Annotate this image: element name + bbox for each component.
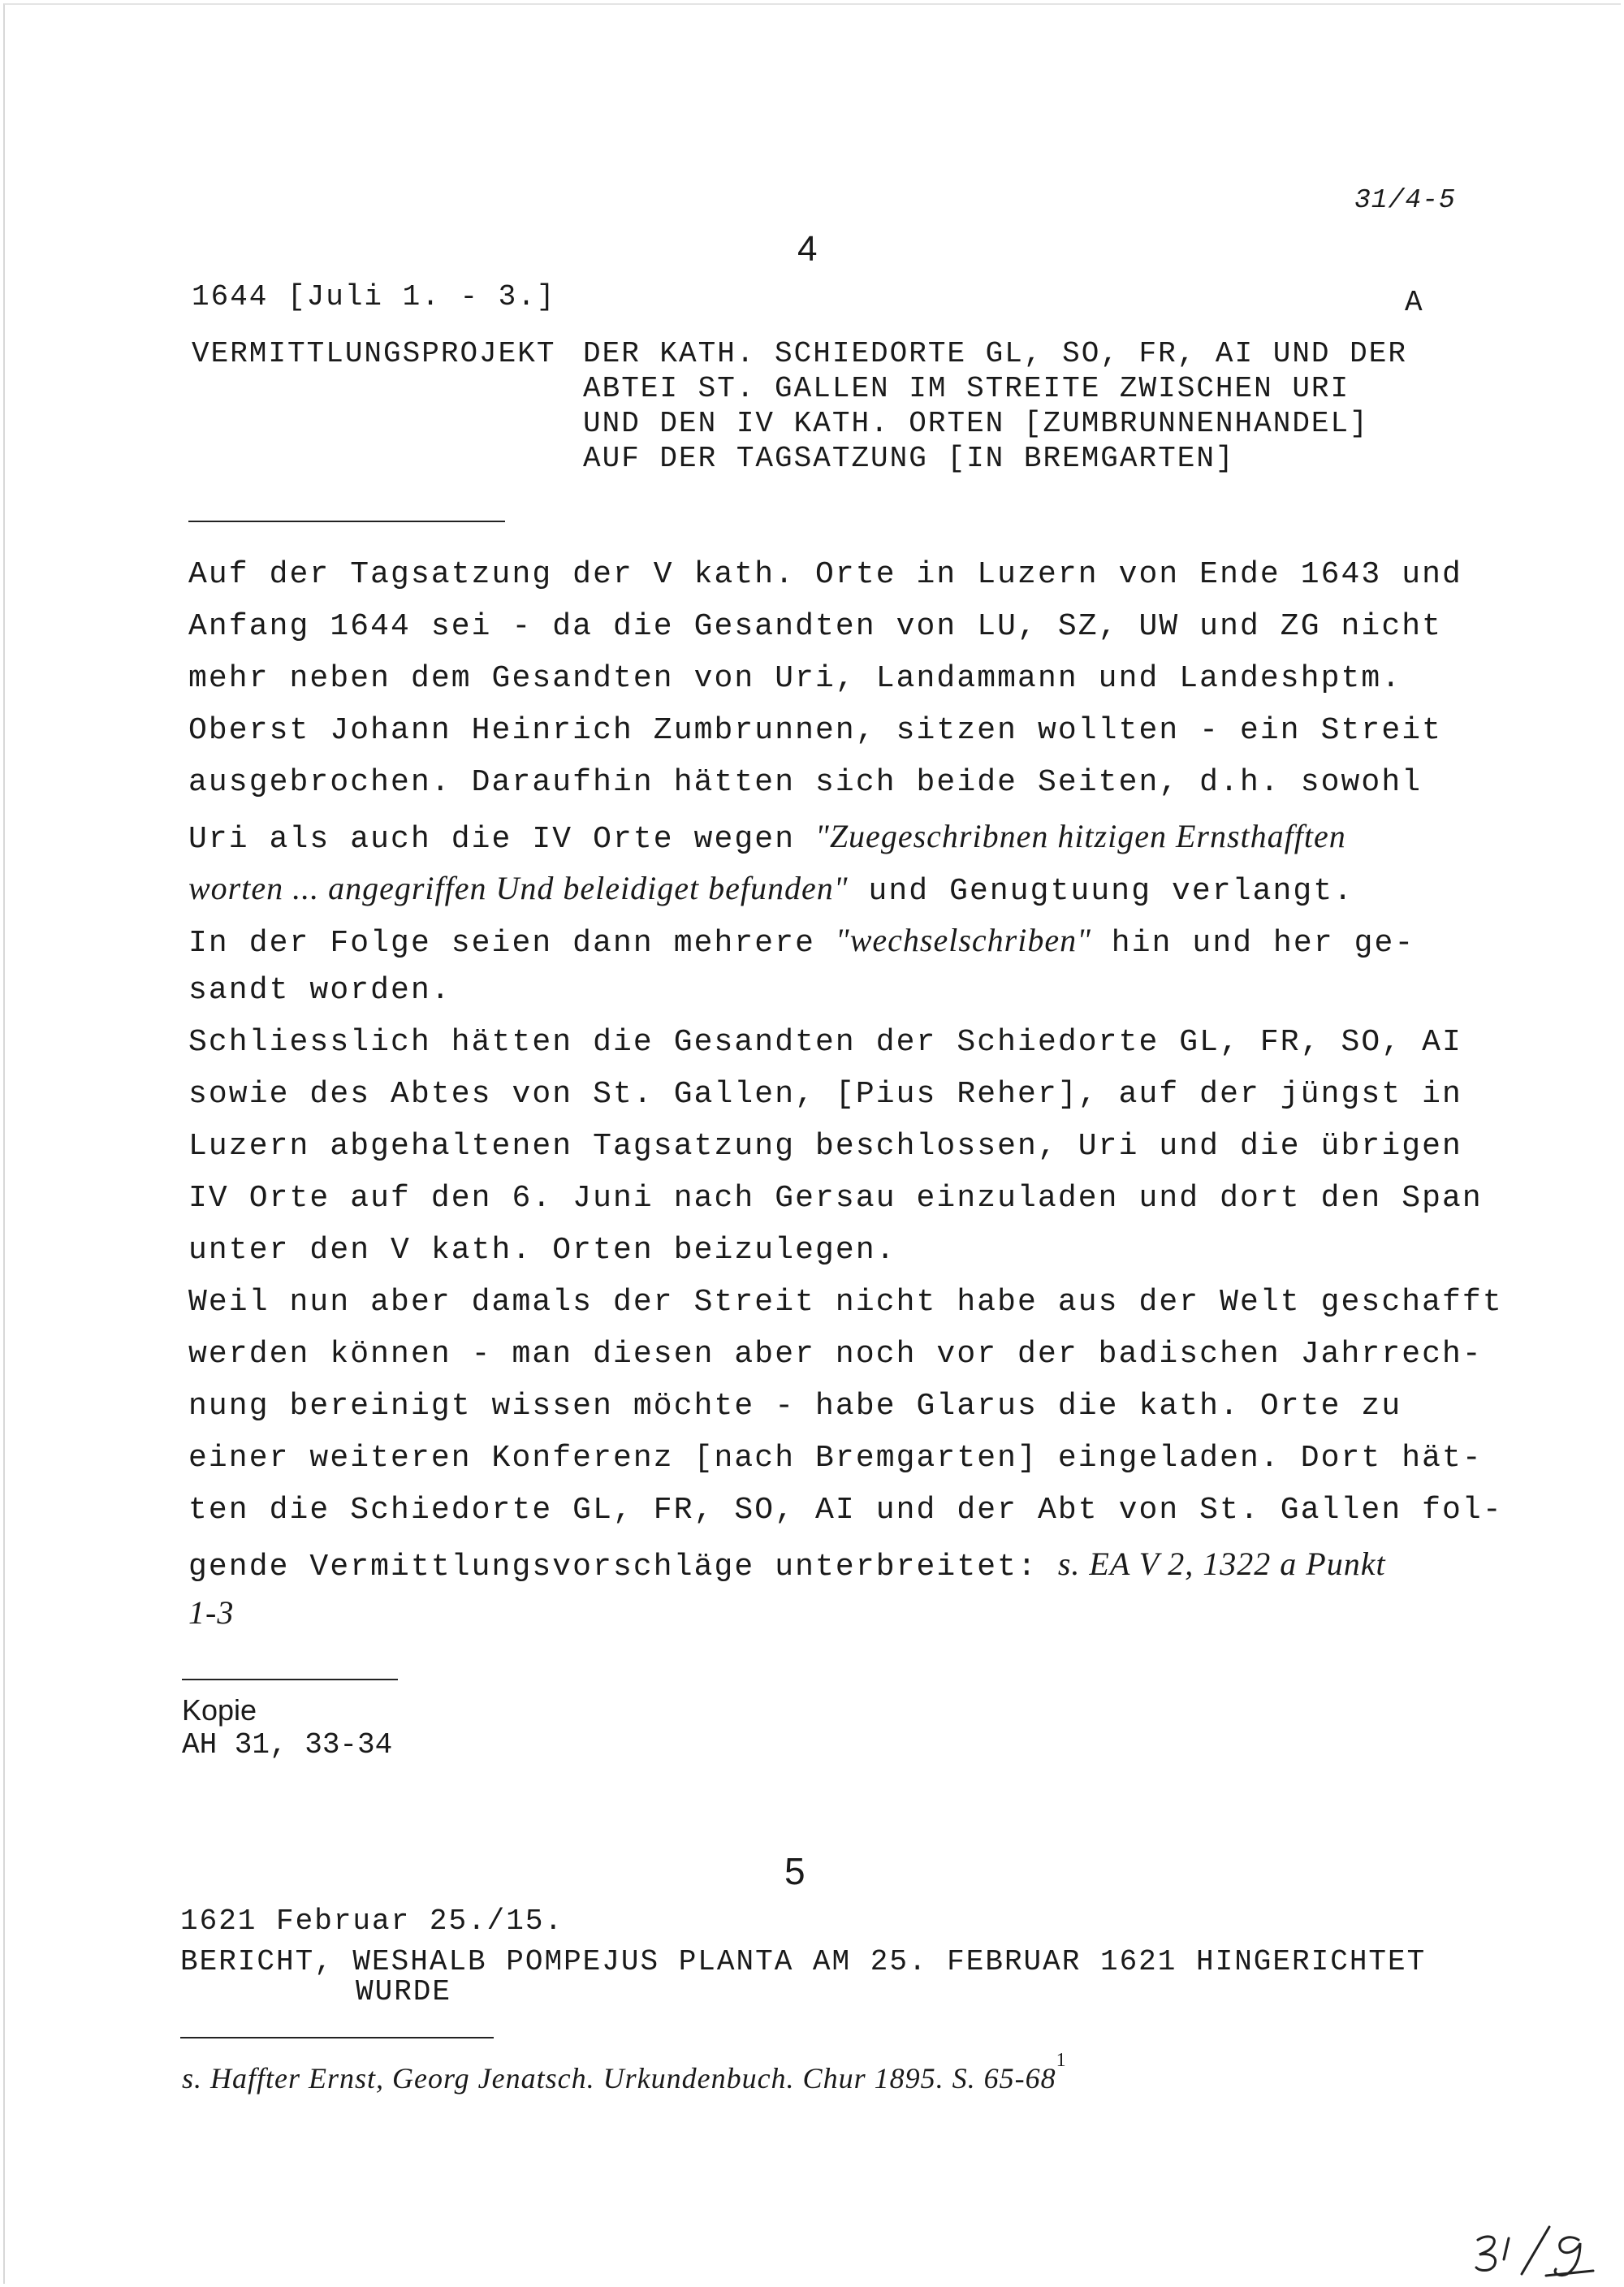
title-line-4: AUF DER TAGSATZUNG [IN BREMGARTEN]	[583, 442, 1235, 475]
body-line: ten die Schiedorte GL, FR, SO, AI und der Abt von St. Gallen fol-	[188, 1493, 1503, 1528]
body-line: Oberst Johann Heinrich Zumbrunnen, sitzen wollten - ein Streit	[188, 713, 1443, 748]
body-line: IV Orte auf den 6. Juni nach Gersau einzuladen und dort den Span	[188, 1181, 1483, 1216]
source-kind: Kopie	[182, 1693, 257, 1727]
body-line: werden können - man diesen aber noch vor der badischen Jahrrech-	[188, 1337, 1483, 1372]
footnote: s. Haffter Ernst, Georg Jenatsch. Urkundenbuch. Chur 1895. S. $65-68^1$	[182, 2050, 1067, 2095]
title-line-3: UND DEN IV KATH. ORTEN [ZUMBRUNNENHANDEL]	[583, 407, 1369, 440]
body-line: In der Folge seien dann mehrere "wechselschriben" hin und her ge-	[188, 922, 1415, 961]
body-line: sowie des Abtes von St. Gallen, [Pius Reher], auf der jüngst in	[188, 1077, 1462, 1112]
body-line: sandt worden.	[188, 973, 451, 1008]
divider	[180, 2037, 494, 2038]
body-line: unter den V kath. Orten beizulegen.	[188, 1233, 896, 1268]
entry-number: 4	[797, 229, 818, 269]
citation: s. EA V 2, 1322 a Punkt	[1057, 1546, 1386, 1582]
entry-date: 1621 Februar 25./15.	[180, 1904, 564, 1938]
source-archive: AH 31, 33-34	[182, 1728, 393, 1762]
body-line: ausgebrochen. Daraufhin hätten sich beide Seiten, d.h. sowohl	[188, 765, 1423, 800]
archive-reference: 31/4-5	[1354, 185, 1456, 215]
footnote-marker: 1	[1056, 2050, 1067, 2071]
body-line	[188, 1593, 234, 1633]
quotation: "Zuegeschribnen hitzigen Ernsthafften	[815, 818, 1346, 854]
body-line: Uri als auch die IV Orte wegen "Zuegeschribnen hitzigen Ernsthafften	[188, 818, 1346, 857]
body-line: worten ... angegriffen Und beleidiget befunden" und Genugtuung verlangt.	[188, 870, 1354, 909]
body-line: Weil nun aber damals der Streit nicht habe aus der Welt geschafft	[188, 1285, 1503, 1320]
entry-title-line-2: WURDE	[356, 1975, 452, 2008]
quotation: worten ... angegriffen Und beleidiget befunden"	[188, 870, 849, 906]
body-line: mehr neben dem Gesandten von Uri, Landammann und Landeshptm.	[188, 661, 1402, 696]
entry-number: 5	[784, 1850, 806, 1892]
title-line-2: ABTEI ST. GALLEN IM STREITE ZWISCHEN URI	[583, 372, 1350, 405]
body-line: gende Vermittlungsvorschläge unterbreitet: s. EA V 2, 1322 a Punkt	[188, 1546, 1386, 1584]
entry-date: 1644 [Juli 1. - 3.]	[192, 280, 556, 313]
divider	[188, 521, 505, 522]
handwritten-signature	[1471, 2222, 1601, 2279]
title-line-1: DER KATH. SCHIEDORTE GL, SO, FR, AI UND DER	[583, 337, 1407, 370]
body-line: Anfang 1644 sei - da die Gesandten von LU, SZ, UW und ZG nicht	[188, 609, 1443, 644]
entry-title-line-1: BERICHT, WESHALB POMPEJUS PLANTA AM 25. FEBRUAR 1621 HINGERICHTET	[180, 1945, 1427, 1978]
title-label: VERMITTLUNGSPROJEKT	[192, 337, 556, 370]
body-line: einer weiteren Konferenz [nach Bremgarten] eingeladen. Dort hät-	[188, 1441, 1483, 1476]
body-line: Luzern abgehaltenen Tagsatzung beschlossen, Uri und die übrigen	[188, 1129, 1462, 1164]
entry-letter: A	[1405, 286, 1423, 319]
body-line: nung bereinigt wissen möchte - habe Glarus die kath. Orte zu	[188, 1389, 1402, 1424]
citation: 1-3	[188, 1594, 235, 1631]
quotation: "wechselschriben"	[835, 922, 1091, 958]
divider	[182, 1679, 398, 1680]
body-line: Auf der Tagsatzung der V kath. Orte in Luzern von Ende 1643 und	[188, 557, 1462, 592]
body-line: Schliesslich hätten die Gesandten der Schiedorte GL, FR, SO, AI	[188, 1025, 1462, 1060]
